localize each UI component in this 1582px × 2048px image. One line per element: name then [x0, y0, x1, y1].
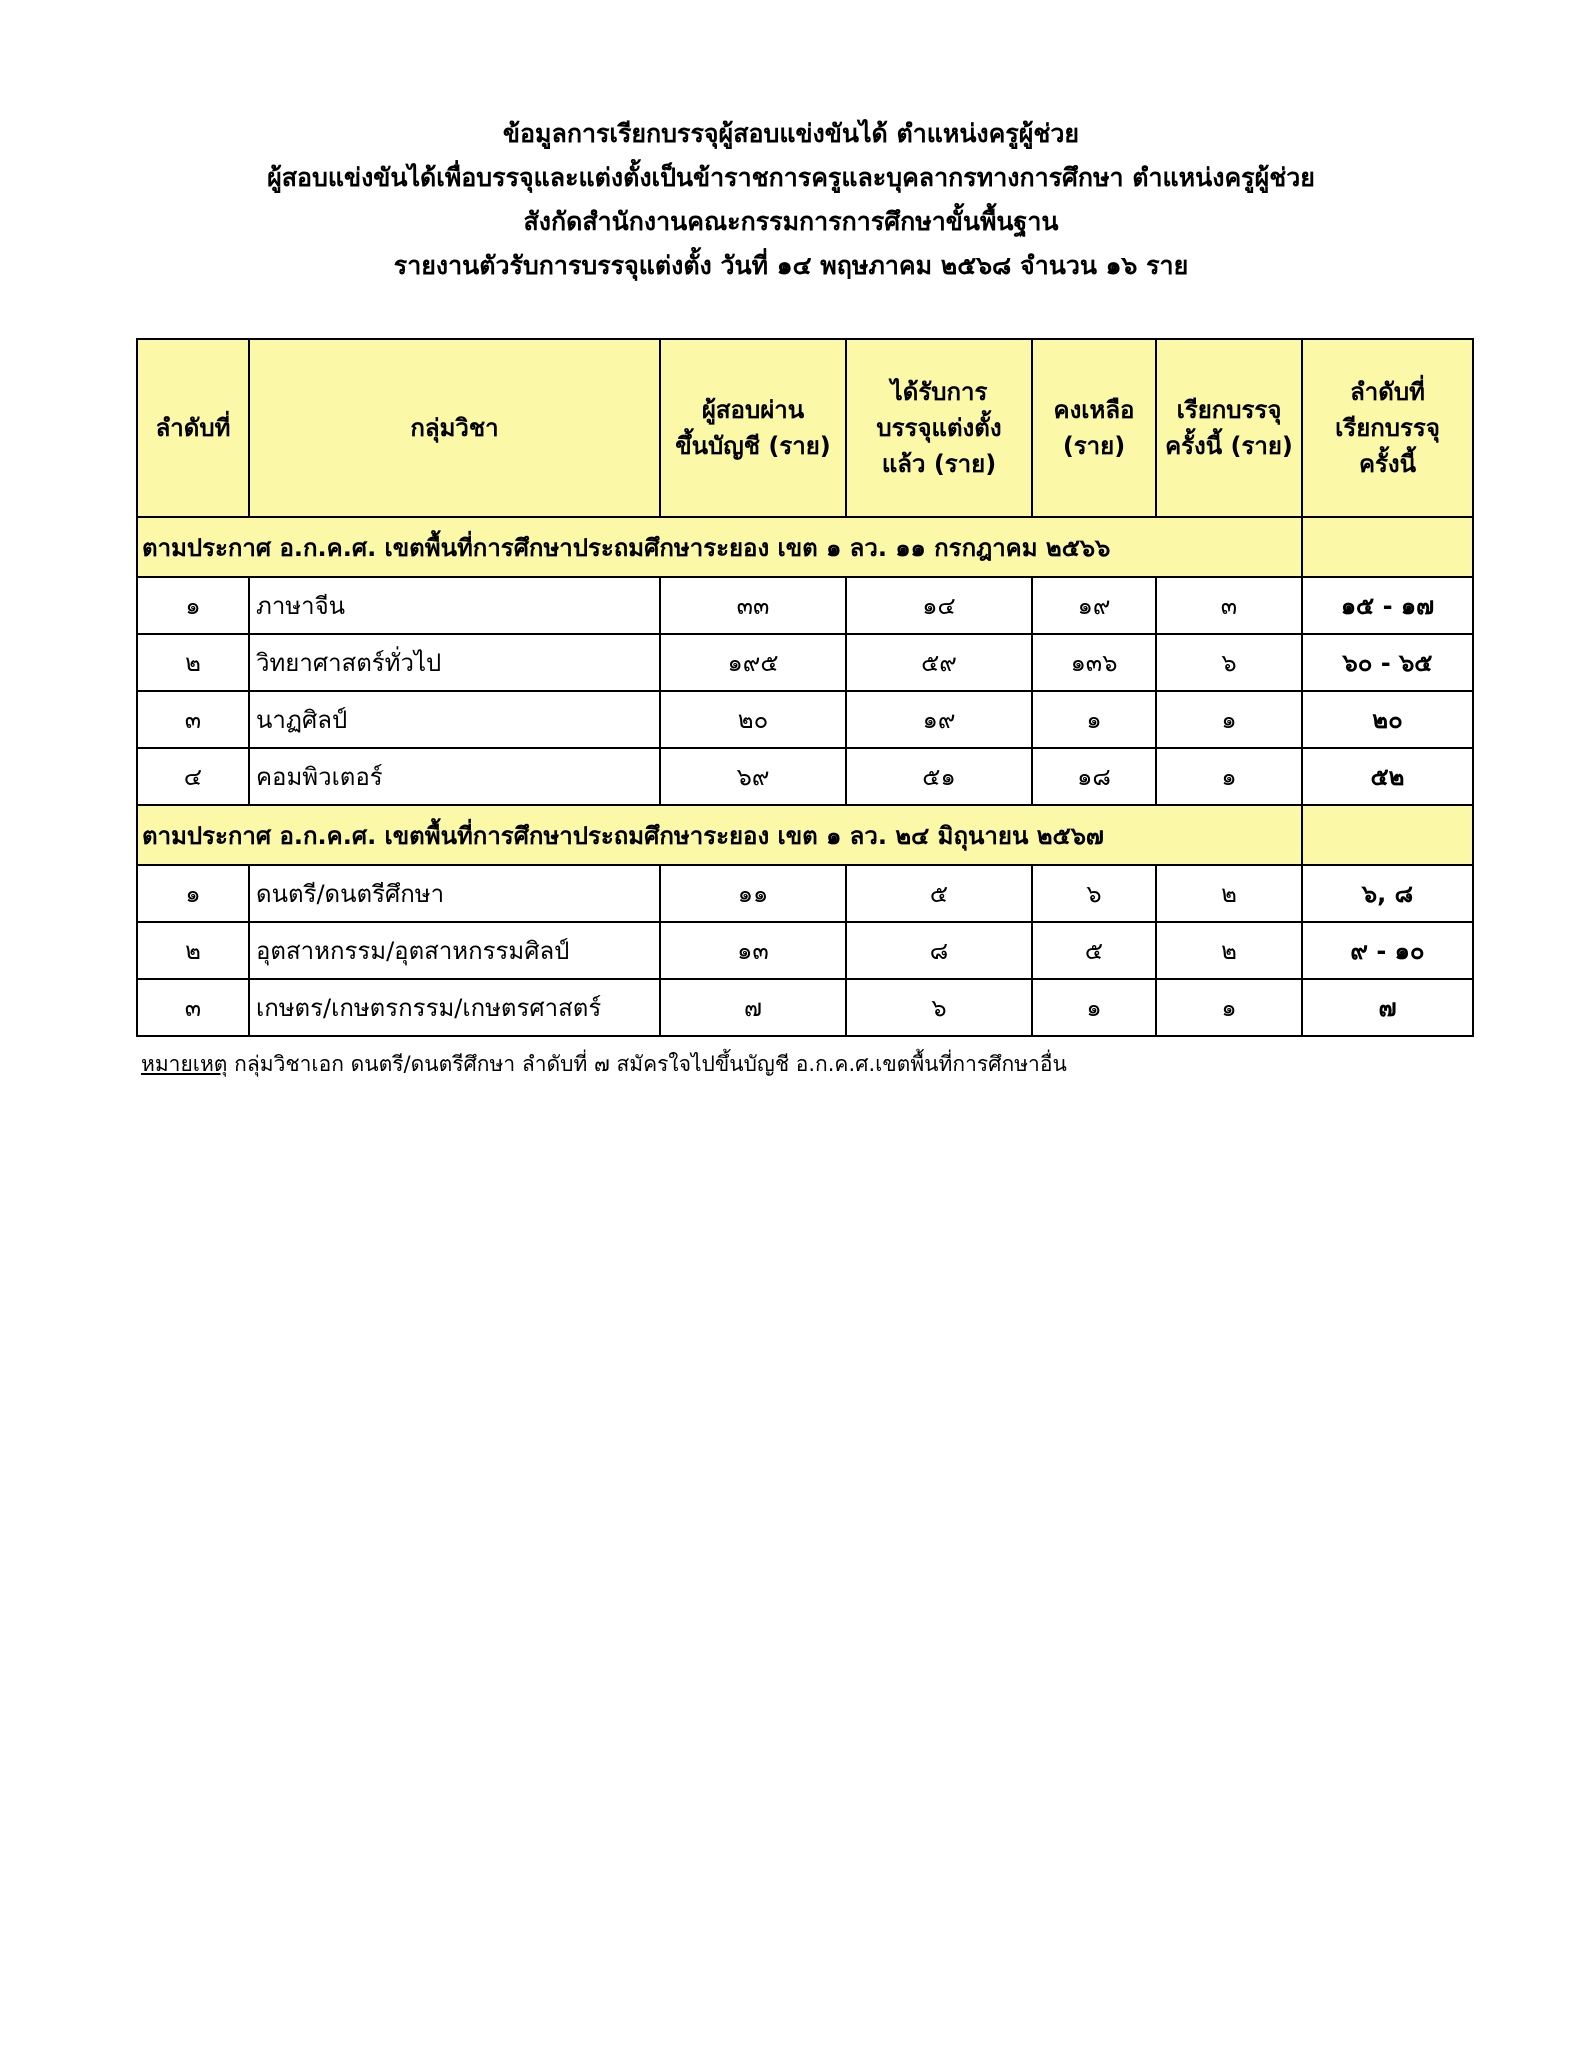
- group-title: ตามประกาศ อ.ก.ค.ศ. เขตพื้นที่การศึกษาประถมศึกษาระยอง เขต ๑ ลว. ๑๑ กรกฎาคม ๒๕๖๖: [137, 517, 1302, 577]
- title-line-1: ข้อมูลการเรียกบรรจุผู้สอบแข่งขันได้ ตำแหน่งครูผู้ช่วย: [502, 119, 1080, 148]
- title-line-3: สังกัดสำนักงานคณะกรรมการการศึกษาขั้นพื้นฐาน: [523, 207, 1059, 236]
- table-row: ๓ เกษตร/เกษตรกรรม/เกษตรศาสตร์ ๗ ๖ ๑ ๑ ๗: [137, 979, 1473, 1036]
- footnote: [141, 1048, 1067, 1081]
- group-header-row: [137, 805, 1473, 865]
- title-line-2: ผู้สอบแข่งขันได้เพื่อบรรจุและแต่งตั้งเป็นข้าราชการครูและบุคลากรทางการศึกษา ตำแหน่งครูผู้ช่วย: [267, 163, 1315, 192]
- table-row: ๑ ดนตรี/ดนตรีศึกษา ๑๑ ๕ ๖ ๒ ๖, ๘: [137, 865, 1473, 922]
- table-row: ๒ อุตสาหกรรม/อุตสาหกรรมศิลป์ ๑๓ ๘ ๕ ๒ ๙ - ๑๐: [137, 922, 1473, 979]
- table-row: ๒ วิทยาศาสตร์ทั่วไป ๑๙๕ ๕๙ ๑๓๖ ๖ ๖๐ - ๖๕: [137, 634, 1473, 691]
- table-row: ๔ คอมพิวเตอร์ ๖๙ ๕๑ ๑๘ ๑ ๕๒: [137, 748, 1473, 805]
- table-header-row: [137, 339, 1473, 517]
- header-rank: ลำดับที่ เรียกบรรจุ ครั้งนี้: [1302, 339, 1473, 517]
- header-no: ลำดับที่: [137, 339, 249, 517]
- header-called: เรียกบรรจุ ครั้งนี้ (ราย): [1156, 339, 1302, 517]
- title-line-4: รายงานตัวรับการบรรจุแต่งตั้ง วันที่ ๑๔ พฤษภาคม ๒๕๖๘ จำนวน ๑๖ ราย: [393, 251, 1189, 280]
- table-row: ๓ นาฏศิลป์ ๒๐ ๑๙ ๑ ๑ ๒๐: [137, 691, 1473, 748]
- header-remaining: คงเหลือ (ราย): [1032, 339, 1156, 517]
- group-title: ตามประกาศ อ.ก.ค.ศ. เขตพื้นที่การศึกษาประถมศึกษาระยอง เขต ๑ ลว. ๒๔ มิถุนายน ๒๕๖๗: [137, 805, 1302, 865]
- group-header-row: [137, 517, 1473, 577]
- appointment-table: [136, 338, 1474, 1037]
- header-subject: กลุ่มวิชา: [249, 339, 660, 517]
- document-title-block: [0, 112, 1582, 288]
- table-row: ๑ ภาษาจีน ๓๓ ๑๔ ๑๙ ๓ ๑๕ - ๑๗: [137, 577, 1473, 634]
- footnote-label: หมายเหตุ: [141, 1052, 228, 1076]
- header-passed: ผู้สอบผ่าน ขึ้นบัญชี (ราย): [660, 339, 846, 517]
- footnote-text: กลุ่มวิชาเอก ดนตรี/ดนตรีศึกษา ลำดับที่ ๗ สมัครใจไปขึ้นบัญชี อ.ก.ค.ศ.เขตพื้นที่การศึกษาอื่น: [234, 1052, 1067, 1076]
- header-appointed: ได้รับการ บรรจุแต่งตั้ง แล้ว (ราย): [846, 339, 1032, 517]
